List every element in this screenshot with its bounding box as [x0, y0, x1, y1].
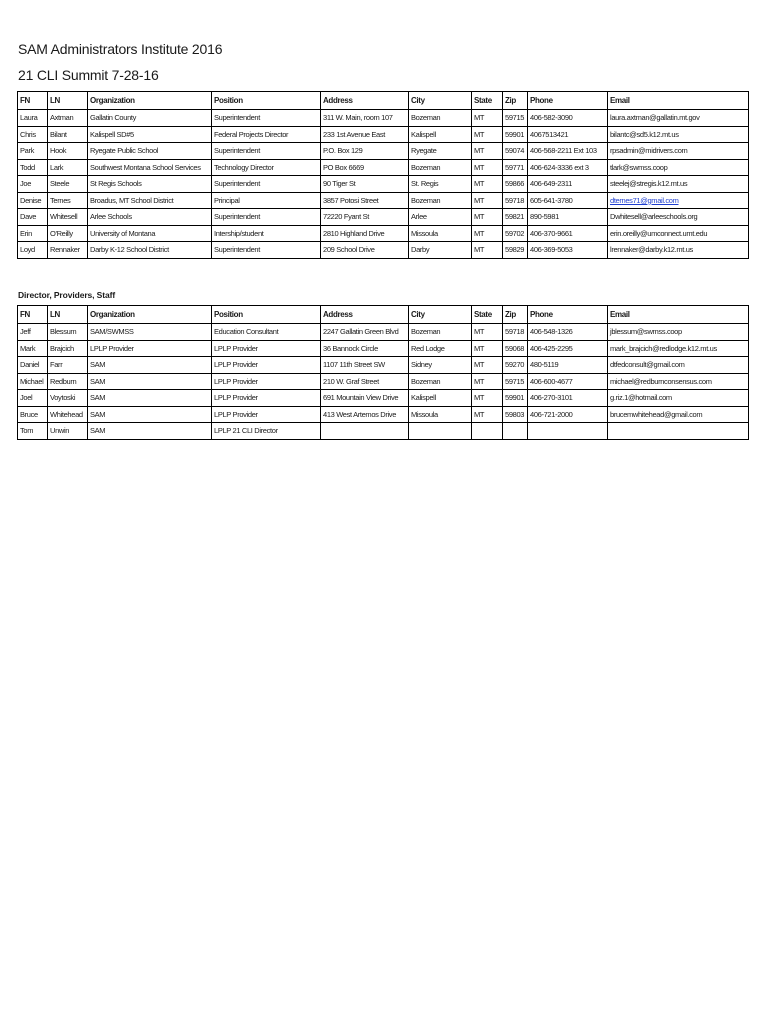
cell-zip: 59718: [503, 324, 528, 341]
cell-city: Bozeman: [409, 110, 472, 127]
cell-organization: Broadus, MT School District: [88, 192, 212, 209]
cell-address: 691 Mountain View Drive: [321, 390, 409, 407]
column-header-fn: FN: [18, 306, 48, 324]
cell-phone: 406-624-3336 ext 3: [528, 159, 608, 176]
cell-city: Kalispell: [409, 126, 472, 143]
cell-address: 90 Tiger St: [321, 176, 409, 193]
cell-zip: 59074: [503, 143, 528, 160]
table-row: [18, 242, 749, 259]
cell-email: [608, 423, 749, 440]
cell-organization: Gallatin County: [88, 110, 212, 127]
cell-address: 413 West Artemos Drive: [321, 406, 409, 423]
table-row: [18, 126, 749, 143]
cell-city: St. Regis: [409, 176, 472, 193]
cell-position: Federal Projects Director: [212, 126, 321, 143]
cell-phone: 406-425-2295: [528, 340, 608, 357]
cell-zip: 59829: [503, 242, 528, 259]
column-header-organization: Organization: [88, 306, 212, 324]
cell-city: Red Lodge: [409, 340, 472, 357]
cell-position: Superintendent: [212, 242, 321, 259]
cell-position: Intership/student: [212, 225, 321, 242]
email-link[interactable]: dternes71@gmail.com: [610, 195, 679, 205]
cell-zip: 59901: [503, 126, 528, 143]
cell-position: LPLP Provider: [212, 390, 321, 407]
table-row: [18, 176, 749, 193]
cell-fn: Tom: [18, 423, 48, 440]
table-row: [18, 390, 749, 407]
table-row: [18, 159, 749, 176]
cell-state: MT: [472, 390, 503, 407]
cell-state: MT: [472, 209, 503, 226]
cell-zip: 59718: [503, 192, 528, 209]
cell-organization: SAM/SWMSS: [88, 324, 212, 341]
cell-ln: Rennaker: [48, 242, 88, 259]
column-header-city: City: [409, 306, 472, 324]
cell-city: Bozeman: [409, 324, 472, 341]
cell-city: Kalispell: [409, 390, 472, 407]
cell-ln: Bilant: [48, 126, 88, 143]
cell-zip: 59803: [503, 406, 528, 423]
cell-state: MT: [472, 340, 503, 357]
column-header-city: City: [409, 92, 472, 110]
cell-fn: Mark: [18, 340, 48, 357]
cell-phone: 406-369-5053: [528, 242, 608, 259]
cell-ln: Brajcich: [48, 340, 88, 357]
cell-phone: 4067513421: [528, 126, 608, 143]
cell-address: 311 W. Main, room 107: [321, 110, 409, 127]
cell-organization: Arlee Schools: [88, 209, 212, 226]
cell-organization: University of Montana: [88, 225, 212, 242]
cell-phone: 406-568-2211 Ext 103: [528, 143, 608, 160]
cell-fn: Dave: [18, 209, 48, 226]
attendees-table: [17, 91, 749, 259]
cell-email: bilantc@sd5.k12.mt.us: [608, 126, 749, 143]
cell-fn: Laura: [18, 110, 48, 127]
table-row: [18, 357, 749, 374]
cell-zip: 59715: [503, 110, 528, 127]
cell-email: dtfedconsult@gmail.com: [608, 357, 749, 374]
cell-address: 233 1st Avenue East: [321, 126, 409, 143]
cell-fn: Michael: [18, 373, 48, 390]
cell-zip: 59715: [503, 373, 528, 390]
cell-phone: 480-5119: [528, 357, 608, 374]
cell-address: [321, 423, 409, 440]
cell-phone: 406-600-4677: [528, 373, 608, 390]
cell-fn: Joel: [18, 390, 48, 407]
cell-city: Arlee: [409, 209, 472, 226]
cell-city: Darby: [409, 242, 472, 259]
cell-email: erin.oreilly@umconnect.umt.edu: [608, 225, 749, 242]
cell-phone: 406-649-2311: [528, 176, 608, 193]
section-heading: Director, Providers, Staff: [18, 290, 116, 300]
cell-state: MT: [472, 192, 503, 209]
cell-state: MT: [472, 143, 503, 160]
cell-city: Bozeman: [409, 159, 472, 176]
cell-phone: 605-641-3780: [528, 192, 608, 209]
cell-fn: Daniel: [18, 357, 48, 374]
column-header-zip: Zip: [503, 306, 528, 324]
cell-address: 2810 Highland Drive: [321, 225, 409, 242]
column-header-ln: LN: [48, 306, 88, 324]
cell-city: Missoula: [409, 406, 472, 423]
cell-state: MT: [472, 357, 503, 374]
cell-fn: Loyd: [18, 242, 48, 259]
table-row: [18, 192, 749, 209]
cell-organization: Darby K-12 School District: [88, 242, 212, 259]
column-header-email: Email: [608, 92, 749, 110]
column-header-position: Position: [212, 92, 321, 110]
table-row: [18, 324, 749, 341]
column-header-ln: LN: [48, 92, 88, 110]
column-header-position: Position: [212, 306, 321, 324]
document-subtitle: 21 CLI Summit 7-28-16: [18, 67, 159, 83]
column-header-address: Address: [321, 92, 409, 110]
cell-address: PO Box 6669: [321, 159, 409, 176]
column-header-phone: Phone: [528, 306, 608, 324]
cell-ln: Farr: [48, 357, 88, 374]
column-header-email: Email: [608, 306, 749, 324]
cell-position: LPLP Provider: [212, 340, 321, 357]
cell-state: [472, 423, 503, 440]
cell-address: 2247 Gallatin Green Blvd: [321, 324, 409, 341]
cell-state: MT: [472, 324, 503, 341]
cell-fn: Chris: [18, 126, 48, 143]
cell-email: brucemwhitehead@gmail.com: [608, 406, 749, 423]
cell-state: MT: [472, 225, 503, 242]
cell-position: Superintendent: [212, 110, 321, 127]
cell-email: [608, 192, 749, 209]
table-row: [18, 110, 749, 127]
cell-city: Bozeman: [409, 373, 472, 390]
cell-organization: SAM: [88, 373, 212, 390]
cell-ln: Redburn: [48, 373, 88, 390]
table-header-row: [18, 92, 749, 110]
cell-email: steelej@stregis.k12.mt.us: [608, 176, 749, 193]
cell-email: g.riz.1@hotmail.com: [608, 390, 749, 407]
column-header-zip: Zip: [503, 92, 528, 110]
cell-organization: Ryegate Public School: [88, 143, 212, 160]
cell-city: Bozeman: [409, 192, 472, 209]
cell-email: Dwhitesell@arleeschools.org: [608, 209, 749, 226]
cell-position: LPLP 21 CLI Director: [212, 423, 321, 440]
cell-address: 209 School Drive: [321, 242, 409, 259]
cell-ln: Whitesell: [48, 209, 88, 226]
cell-ln: Steele: [48, 176, 88, 193]
cell-state: MT: [472, 406, 503, 423]
cell-address: P.O. Box 129: [321, 143, 409, 160]
cell-state: MT: [472, 159, 503, 176]
cell-fn: Bruce: [18, 406, 48, 423]
cell-city: Ryegate: [409, 143, 472, 160]
cell-ln: Voytoski: [48, 390, 88, 407]
cell-city: Missoula: [409, 225, 472, 242]
cell-organization: Kalispell SD#5: [88, 126, 212, 143]
cell-email: michael@redburnconsensus.com: [608, 373, 749, 390]
cell-address: 72220 Fyant St: [321, 209, 409, 226]
cell-position: Superintendent: [212, 176, 321, 193]
cell-organization: St Regis Schools: [88, 176, 212, 193]
cell-ln: Blessum: [48, 324, 88, 341]
cell-email: tlark@swmss.coop: [608, 159, 749, 176]
cell-ln: Whitehead: [48, 406, 88, 423]
column-header-organization: Organization: [88, 92, 212, 110]
cell-zip: 59901: [503, 390, 528, 407]
cell-position: LPLP Provider: [212, 357, 321, 374]
cell-ln: Hook: [48, 143, 88, 160]
cell-state: MT: [472, 176, 503, 193]
column-header-fn: FN: [18, 92, 48, 110]
table-row: [18, 209, 749, 226]
cell-zip: 59821: [503, 209, 528, 226]
cell-zip: 59866: [503, 176, 528, 193]
cell-phone: 406-582-3090: [528, 110, 608, 127]
cell-zip: 59068: [503, 340, 528, 357]
cell-zip: 59702: [503, 225, 528, 242]
cell-zip: [503, 423, 528, 440]
cell-zip: 59771: [503, 159, 528, 176]
cell-zip: 59270: [503, 357, 528, 374]
cell-position: Superintendent: [212, 143, 321, 160]
cell-organization: SAM: [88, 423, 212, 440]
cell-phone: 406-548-1326: [528, 324, 608, 341]
cell-address: 3857 Potosi Street: [321, 192, 409, 209]
cell-fn: Park: [18, 143, 48, 160]
cell-state: MT: [472, 126, 503, 143]
staff-table: [17, 305, 749, 440]
cell-state: MT: [472, 110, 503, 127]
cell-address: 210 W. Graf Street: [321, 373, 409, 390]
cell-city: Sidney: [409, 357, 472, 374]
cell-organization: Southwest Montana School Services: [88, 159, 212, 176]
cell-position: Principal: [212, 192, 321, 209]
cell-ln: O'Reilly: [48, 225, 88, 242]
cell-organization: SAM: [88, 357, 212, 374]
cell-ln: Axtman: [48, 110, 88, 127]
cell-fn: Jeff: [18, 324, 48, 341]
column-header-address: Address: [321, 306, 409, 324]
cell-fn: Denise: [18, 192, 48, 209]
table-row: [18, 406, 749, 423]
cell-position: Education Consultant: [212, 324, 321, 341]
cell-email: lrennaker@darby.k12.mt.us: [608, 242, 749, 259]
column-header-state: State: [472, 92, 503, 110]
cell-position: Superintendent: [212, 209, 321, 226]
cell-position: Technology Director: [212, 159, 321, 176]
table-row: [18, 225, 749, 242]
table-header-row: [18, 306, 749, 324]
cell-address: 36 Bannock Circle: [321, 340, 409, 357]
cell-state: MT: [472, 242, 503, 259]
cell-position: LPLP Provider: [212, 373, 321, 390]
cell-organization: LPLP Provider: [88, 340, 212, 357]
cell-phone: 406-721-2000: [528, 406, 608, 423]
cell-ln: Unwin: [48, 423, 88, 440]
table-row: [18, 373, 749, 390]
document-title: SAM Administrators Institute 2016: [18, 41, 223, 57]
cell-phone: [528, 423, 608, 440]
cell-phone: 406-370-9661: [528, 225, 608, 242]
cell-fn: Todd: [18, 159, 48, 176]
column-header-phone: Phone: [528, 92, 608, 110]
table-row: [18, 143, 749, 160]
table-row: [18, 423, 749, 440]
cell-address: 1107 11th Street SW: [321, 357, 409, 374]
cell-email: mark_brajcich@redlodge.k12.mt.us: [608, 340, 749, 357]
cell-phone: 406-270-3101: [528, 390, 608, 407]
cell-email: laura.axtman@gallatin.mt.gov: [608, 110, 749, 127]
cell-fn: Erin: [18, 225, 48, 242]
cell-email: rpsadmin@midrivers.com: [608, 143, 749, 160]
table-row: [18, 340, 749, 357]
cell-phone: 890-5981: [528, 209, 608, 226]
column-header-state: State: [472, 306, 503, 324]
cell-state: MT: [472, 373, 503, 390]
cell-city: [409, 423, 472, 440]
cell-fn: Joe: [18, 176, 48, 193]
cell-ln: Ternes: [48, 192, 88, 209]
cell-email: jblessum@swmss.coop: [608, 324, 749, 341]
cell-organization: SAM: [88, 406, 212, 423]
cell-position: LPLP Provider: [212, 406, 321, 423]
cell-organization: SAM: [88, 390, 212, 407]
cell-ln: Lark: [48, 159, 88, 176]
